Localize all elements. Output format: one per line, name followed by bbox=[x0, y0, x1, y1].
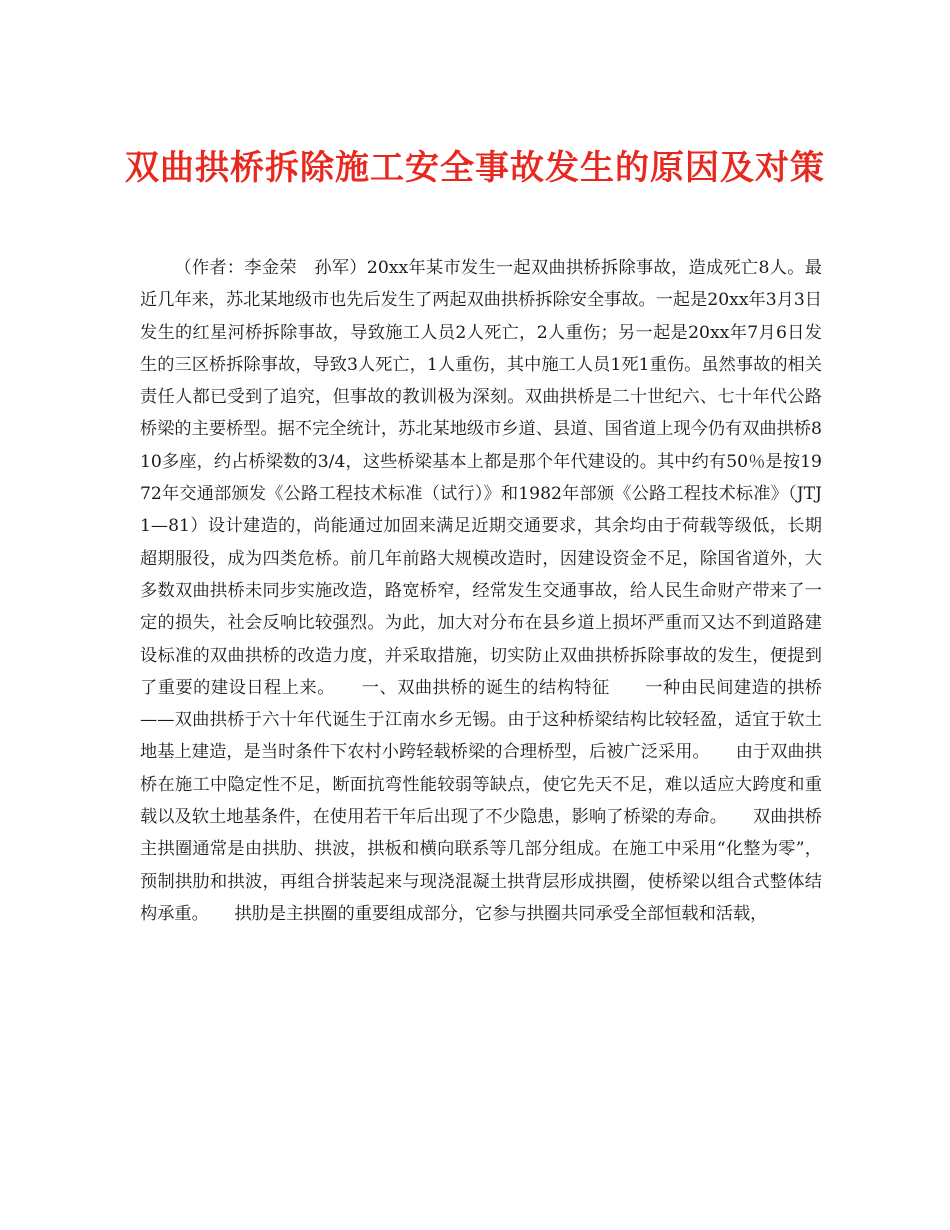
document-body: （作者：李金荣 孙军）20xx年某市发生一起双曲拱桥拆除事故，造成死亡8人。最近几年来，苏北某地级市也先后发生了两起双曲拱桥拆除安全事故。一起是20xx年3月3日发生的红星河桥拆除事故，导致施工人员2人死亡，2人重伤；另一起是20xx年7月6日发生的三区桥拆除事故，导致3人死亡，1人重伤，其中施工人员1死1重伤。虽然事故的相关责任人都已受到了追究，但事故的教训极为深刻。双曲拱桥是二十世纪六、七十年代公路桥梁的主要桥型。据不完全统计，苏北某地级市乡道、县道、国省道上现今仍有双曲拱桥810多座，约占桥梁数的3/4，这些桥梁基本上都是那个年代建设的。其中约有50％是按1972年交通部颁发《公路工程技术标准（试行）》和1982年部颁《公路工程技术标准》（JTJ1—81）设计建造的，尚能通过加固来满足近期交通要求，其余均由于荷载等级低，长期超期服役，成为四类危桥。前几年前路大规模改造时，因建设资金不足，除国省道外，大多数双曲拱桥未同步实施改造，路宽桥窄，经常发生交通事故，给人民生命财产带来了一定的损失，社会反响比较强烈。为此，加大对分布在县乡道上损坏严重而又达不到道路建设标准的双曲拱桥的改造力度，并采取措施，切实防止双曲拱桥拆除事故的发生，便提到了重要的建设日程上来。 一、双曲拱桥的诞生的结构特征 一种由民间建造的拱桥——双曲拱桥于六十年代诞生于江南水乡无锡。由于这种桥梁结构比较轻盈，适宜于软土地基上建造，是当时条件下农村小跨轻载桥梁的合理桥型，后被广泛采用。 由于双曲拱桥在施工中隐定性不足，断面抗弯性能较弱等缺点，使它先天不足，难以适应大跨度和重载以及软土地基条件，在使用若干年后出现了不少隐患，影响了桥梁的寿命。 双曲拱桥主拱圈通常是由拱肋、拱波，拱板和横向联系等几部分组成。在施工中采用“化整为零”，预制拱肋和拱波，再组合拼装起来与现浇混凝土拱背层形成拱圈，使桥梁以组合式整体结构承重。 拱肋是主拱圈的重要组成部分，它参与拱圈共同承受全部恒载和活载， bbox=[140, 258, 822, 924]
document-title: 双曲拱桥拆除施工安全事故发生的原因及对策 bbox=[125, 147, 825, 188]
